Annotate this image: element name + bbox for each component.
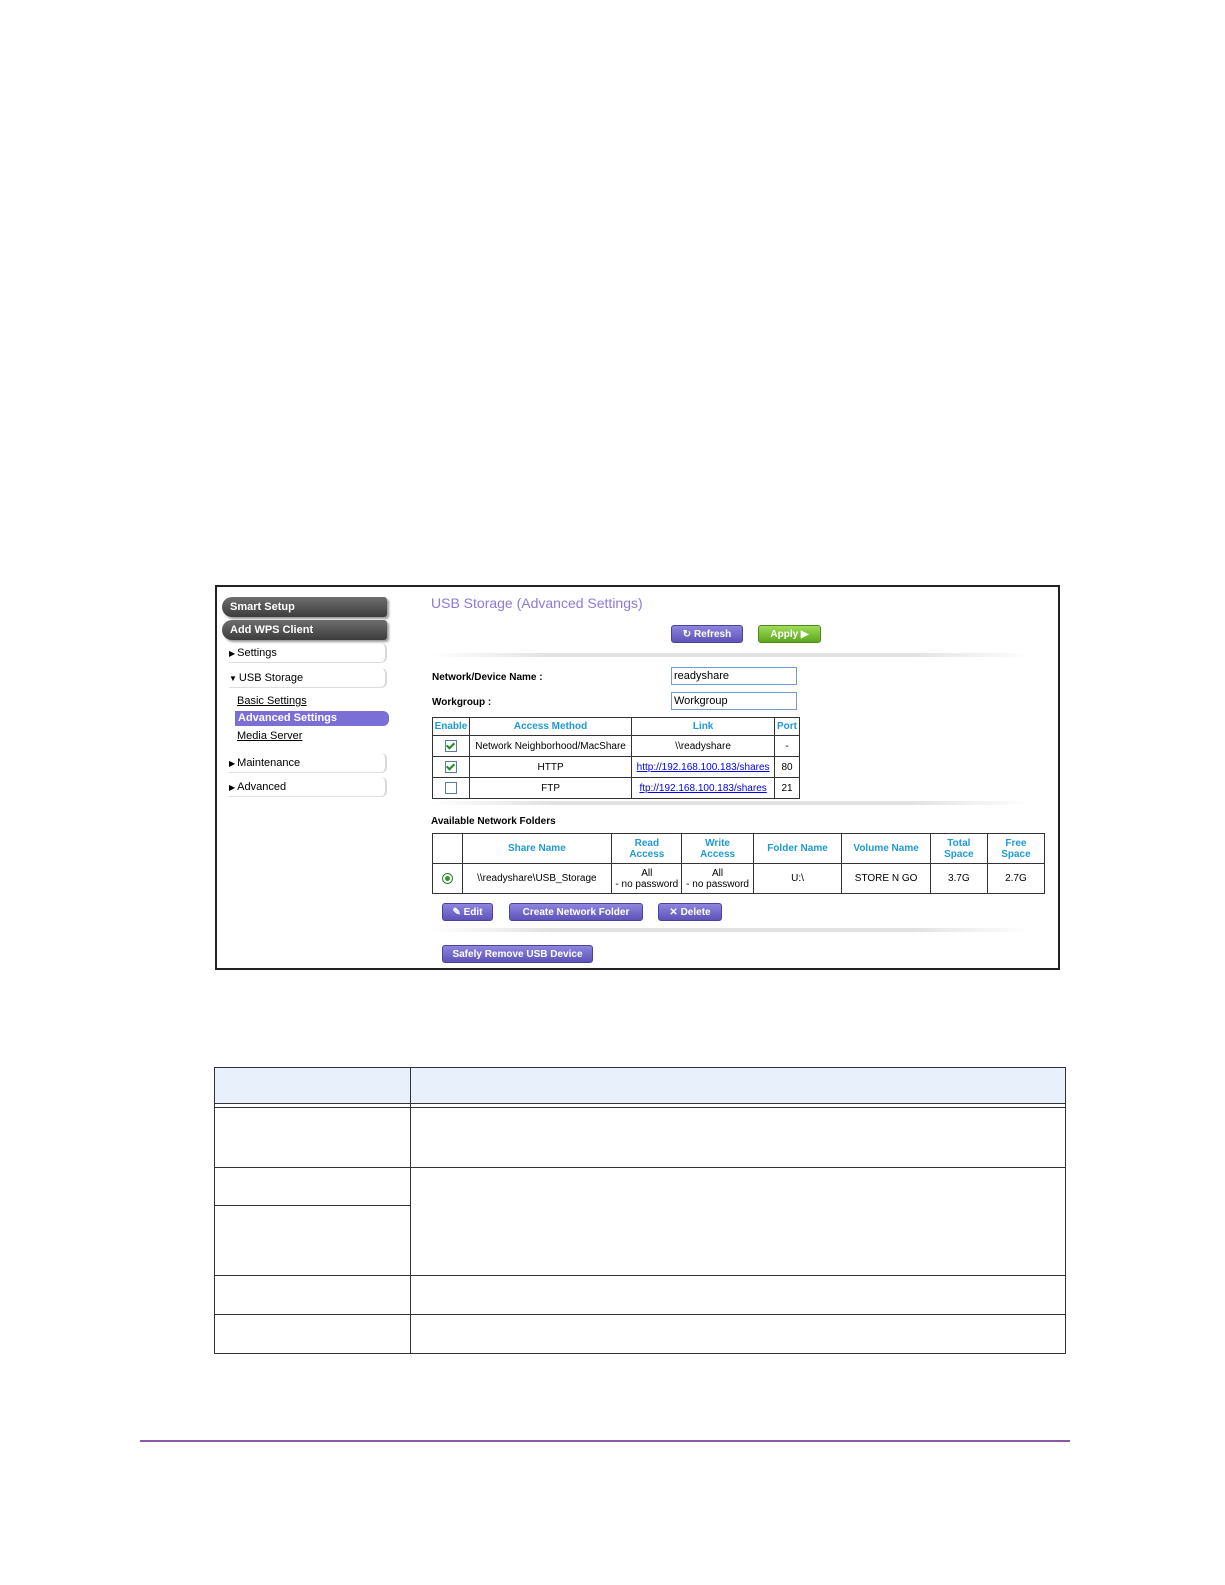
- port-cell: 80: [775, 757, 800, 778]
- table-row: [215, 1276, 1066, 1315]
- table-header-row: [433, 718, 800, 736]
- table-row: [215, 1108, 1066, 1168]
- edit-button[interactable]: [442, 903, 493, 921]
- sidebar-item-label: Settings: [237, 647, 277, 659]
- add-wps-client-button[interactable]: Add WPS Client: [222, 620, 387, 640]
- header-line: Read: [634, 837, 660, 849]
- edit-label: Edit: [463, 907, 483, 918]
- folder-radio[interactable]: [442, 873, 453, 884]
- divider: [431, 653, 1031, 657]
- enable-cell: [433, 778, 470, 799]
- enable-checkbox[interactable]: [445, 740, 457, 752]
- method-cell: Network Neighborhood/MacShare: [469, 736, 631, 757]
- link-cell: [632, 757, 775, 778]
- available-folders-heading: Available Network Folders: [431, 816, 556, 827]
- network-folders-table: [432, 833, 1045, 894]
- col-volume-name: Volume Name: [842, 834, 931, 864]
- table-row: [215, 1315, 1066, 1354]
- device-name-input[interactable]: readyshare: [671, 667, 797, 685]
- sidebar-item-usb-storage[interactable]: [229, 668, 387, 688]
- table-cell: [215, 1315, 411, 1354]
- write-access-cell: [682, 864, 753, 894]
- router-screenshot: [215, 585, 1060, 970]
- port-cell: -: [775, 736, 800, 757]
- free-space-cell: 2.7G: [987, 864, 1044, 894]
- header-cell: [215, 1068, 411, 1104]
- sidebar-item-maintenance[interactable]: [229, 753, 387, 773]
- description-table: [214, 1067, 1066, 1354]
- pencil-icon: ✎: [452, 907, 464, 918]
- enable-checkbox[interactable]: [445, 782, 457, 794]
- refresh-button[interactable]: [671, 625, 743, 643]
- col-write-access: [682, 834, 753, 864]
- triangle-down-icon: ▼: [229, 674, 237, 683]
- device-name-label: Network/Device Name :: [432, 672, 543, 683]
- sidebar-item-advanced[interactable]: [229, 777, 387, 797]
- header-line: Total: [947, 837, 971, 849]
- apply-button[interactable]: [758, 625, 821, 643]
- col-port: Port: [775, 718, 800, 736]
- table-row: [433, 757, 800, 778]
- ftp-link[interactable]: ftp://192.168.100.183/shares: [639, 782, 767, 794]
- table-cell: [411, 1276, 1066, 1315]
- header-line: Access: [700, 848, 736, 860]
- enable-cell: [433, 757, 470, 778]
- sidebar-subitem-advanced-settings[interactable]: Advanced Settings: [235, 711, 389, 726]
- col-read-access: [612, 834, 682, 864]
- table-row: [215, 1168, 1066, 1206]
- triangle-right-icon: ▶: [229, 649, 236, 658]
- table-row: [433, 864, 1045, 894]
- header-line: Space: [1001, 848, 1031, 860]
- port-cell: 21: [775, 778, 800, 799]
- apply-label: Apply: [770, 629, 799, 640]
- table-cell: [411, 1168, 1066, 1276]
- table-cell: [215, 1108, 411, 1168]
- sidebar-item-label: USB Storage: [238, 672, 304, 684]
- header-line: Access: [629, 848, 665, 860]
- smart-setup-button[interactable]: Smart Setup: [222, 597, 387, 617]
- table-cell: [411, 1315, 1066, 1354]
- sidebar-subitem-media-server[interactable]: Media Server: [237, 730, 303, 742]
- footer-rule: [140, 1440, 1070, 1442]
- sidebar-item-label: Advanced: [237, 781, 287, 793]
- col-access-method: Access Method: [469, 718, 631, 736]
- delete-label: Delete: [680, 907, 711, 918]
- table-cell: [215, 1206, 411, 1276]
- refresh-label: Refresh: [693, 629, 732, 640]
- header-line: Write: [705, 837, 730, 849]
- col-enable: Enable: [433, 718, 470, 736]
- cell-line: All: [712, 867, 724, 879]
- col-link: Link: [632, 718, 775, 736]
- table-row: [433, 778, 800, 799]
- create-network-folder-button[interactable]: Create Network Folder: [509, 903, 643, 921]
- table-row: [433, 736, 800, 757]
- cell-line: - no password: [615, 878, 679, 890]
- method-cell: FTP: [469, 778, 631, 799]
- http-link[interactable]: http://192.168.100.183/shares: [636, 761, 770, 773]
- access-method-table: [432, 717, 800, 799]
- read-access-cell: [612, 864, 682, 894]
- triangle-right-icon: ▶: [229, 783, 236, 792]
- close-icon: ✕: [669, 907, 681, 918]
- table-cell: [215, 1168, 411, 1206]
- link-cell: \\readyshare: [632, 736, 775, 757]
- col-select: [433, 834, 463, 864]
- refresh-icon: ↻: [682, 629, 694, 640]
- col-share-name: Share Name: [462, 834, 612, 864]
- select-cell: [433, 864, 463, 894]
- safely-remove-usb-button[interactable]: Safely Remove USB Device: [442, 945, 593, 963]
- divider: [431, 928, 1031, 932]
- table-header-row: [433, 834, 1045, 864]
- delete-button[interactable]: [658, 903, 722, 921]
- table-cell: [215, 1276, 411, 1315]
- divider: [431, 801, 1031, 805]
- enable-checkbox[interactable]: [445, 761, 457, 773]
- enable-cell: [433, 736, 470, 757]
- workgroup-label: Workgroup :: [432, 697, 492, 708]
- table-header-row: [215, 1068, 1066, 1104]
- sidebar-item-settings[interactable]: [229, 643, 387, 663]
- volume-name-cell: STORE N GO: [842, 864, 931, 894]
- workgroup-input[interactable]: Workgroup: [671, 692, 797, 710]
- page-title: USB Storage (Advanced Settings): [431, 595, 643, 611]
- col-total-space: [930, 834, 987, 864]
- play-arrow-icon: ▶: [798, 629, 809, 640]
- method-cell: HTTP: [469, 757, 631, 778]
- sidebar-item-label: Maintenance: [237, 757, 301, 769]
- share-name-cell: \\readyshare\USB_Storage: [462, 864, 612, 894]
- total-space-cell: 3.7G: [930, 864, 987, 894]
- triangle-right-icon: ▶: [229, 759, 236, 768]
- folder-name-cell: U:\: [753, 864, 842, 894]
- table-cell: [411, 1108, 1066, 1168]
- sidebar-subitem-basic-settings[interactable]: Basic Settings: [237, 695, 307, 707]
- header-cell: [411, 1068, 1066, 1104]
- cell-line: All: [641, 867, 653, 879]
- col-free-space: [987, 834, 1044, 864]
- col-folder-name: Folder Name: [753, 834, 842, 864]
- header-line: Space: [944, 848, 974, 860]
- link-cell: [632, 778, 775, 799]
- cell-line: - no password: [686, 878, 749, 890]
- header-line: Free: [1005, 837, 1027, 849]
